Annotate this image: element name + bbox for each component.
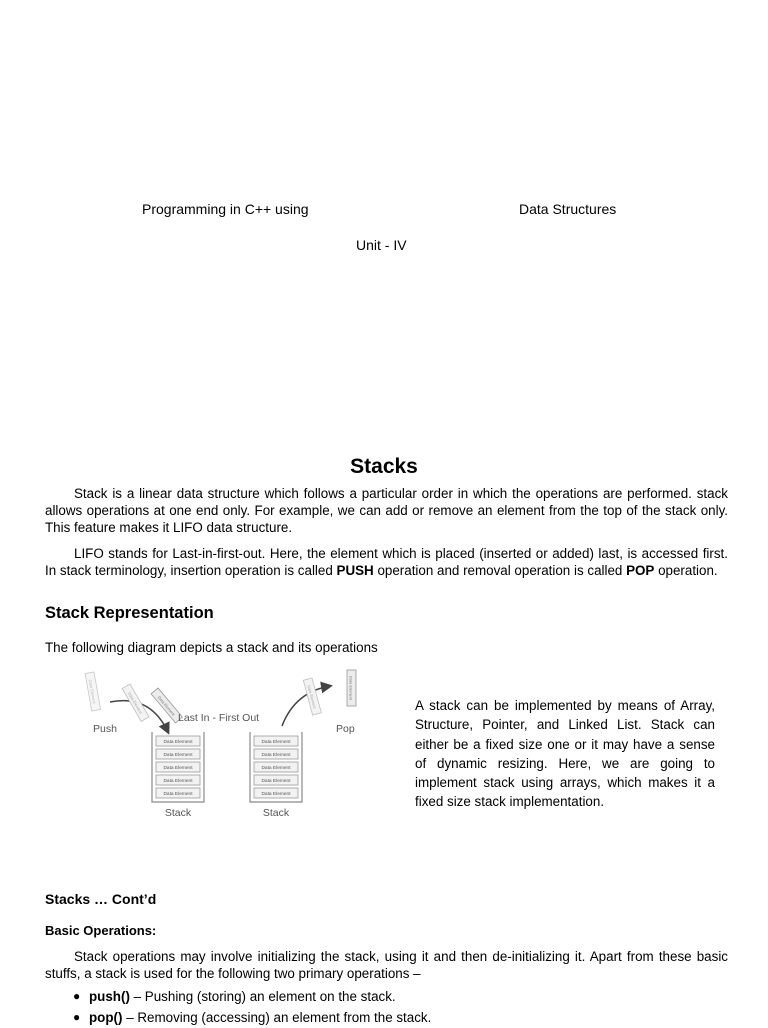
representation-intro: The following diagram depicts a stack and its operations — [45, 640, 378, 655]
pop-floating-element — [303, 678, 321, 715]
left-stack-label: Stack — [164, 807, 192, 819]
stacks-paragraph-1: Stack is a linear data structure which follows a particular order in which the operations are performed. stack allows operations at one end only. For example, we can add or remove an element from the top of the stack only. This feature makes it LIFO data structure. — [45, 486, 728, 535]
svg-text:Data Element: Data Element — [163, 740, 193, 745]
right-stack-element — [254, 788, 298, 798]
pop-floating-element — [347, 670, 356, 706]
list-item: ● push() – Pushing (storing) an element on the stack. — [73, 989, 396, 1004]
course-subject: Data Structures — [519, 201, 617, 217]
svg-text:Data Element: Data Element — [348, 675, 354, 701]
stack-diagram — [80, 664, 370, 820]
section-title: Stacks — [350, 455, 418, 478]
operation-term: pop() — [89, 1010, 123, 1025]
push-term: PUSH — [336, 563, 374, 578]
svg-text:Data Element: Data Element — [163, 779, 193, 784]
left-stack-element — [156, 749, 200, 759]
svg-text:Data Element: Data Element — [163, 766, 193, 771]
list-item: ● pop() – Removing (accessing) an element from the stack. — [73, 1010, 432, 1025]
lifo-caption: Last In - First Out — [178, 712, 260, 724]
right-stack-element — [254, 762, 298, 772]
svg-text:Data Element: Data Element — [163, 753, 193, 758]
basic-operations-paragraph: Stack operations may involve initializing the stack, using it and then de-initializing it. Apart from these basic stuffs, a stack is used for the following two primary operations – — [45, 949, 728, 981]
operations-list — [73, 986, 723, 1028]
stacks-paragraph-2: LIFO stands for Last-in-first-out. Here, the element which is placed (inserted or added) last, is accessed first. In stack terminology, insertion operation is called PUSH operation and removal operation is called POP operation. — [45, 546, 728, 578]
svg-text:Data Element: Data Element — [261, 753, 291, 758]
right-stack-label: Stack — [262, 807, 290, 819]
right-stack-element — [254, 775, 298, 785]
svg-text:Data Element: Data Element — [156, 694, 177, 717]
course-title: Programming in C++ using — [142, 201, 309, 217]
operation-term: push() — [89, 989, 130, 1004]
svg-text:Data Element: Data Element — [261, 766, 291, 771]
pop-term: POP — [626, 563, 655, 578]
pop-arrow — [282, 686, 330, 726]
left-stack-element — [156, 762, 200, 772]
svg-text:Data Element: Data Element — [163, 792, 193, 797]
svg-text:Data Element: Data Element — [261, 740, 291, 745]
svg-text:Data Element: Data Element — [87, 679, 97, 704]
unit-label: Unit - IV — [356, 237, 407, 253]
push-floating-element — [85, 672, 100, 711]
representation-side-text: A stack can be implemented by means of Array, Structure, Pointer, and Linked List. Stack can either be a fixed size one or it may have a sense of dynamic resizing. Here, we are going to implement stack using arrays, which makes it a fixed size stack implementation. — [415, 698, 715, 810]
left-stack-element — [156, 788, 200, 798]
representation-heading: Stack Representation — [45, 604, 214, 622]
left-stack-element — [156, 736, 200, 746]
contd-heading: Stacks … Cont’d — [45, 891, 157, 907]
push-floating-element — [122, 684, 149, 721]
right-stack-element — [254, 749, 298, 759]
left-stack-element — [156, 775, 200, 785]
svg-text:Data Element: Data Element — [306, 684, 318, 710]
svg-text:Data Element: Data Element — [261, 779, 291, 784]
svg-text:Data Element: Data Element — [126, 691, 144, 715]
right-stack-element — [254, 736, 298, 746]
basic-operations-heading: Basic Operations: — [45, 923, 157, 938]
svg-text:Data Element: Data Element — [261, 792, 291, 797]
pop-label: Pop — [336, 723, 355, 735]
push-label: Push — [93, 723, 117, 735]
